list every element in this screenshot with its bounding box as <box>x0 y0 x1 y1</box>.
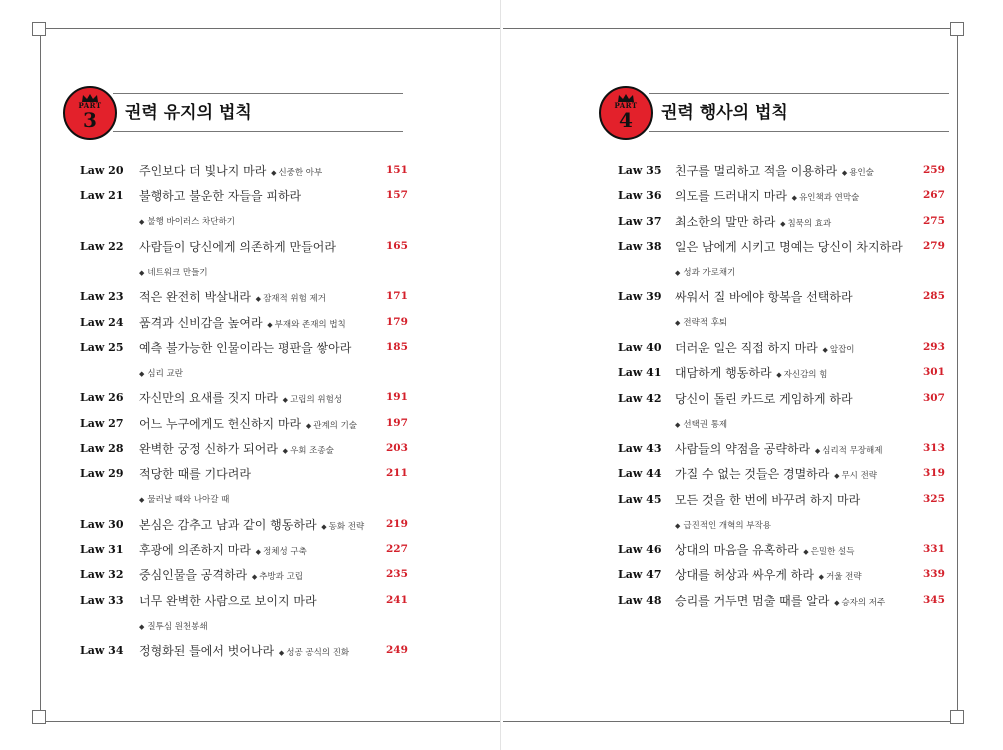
law-title <box>675 491 860 508</box>
diamond-bullet-icon: ◆ <box>834 472 840 481</box>
law-title-text: 후광에 의존하지 마라 <box>139 543 251 558</box>
law-title-text: 일은 남에게 시키고 명예는 당신이 차지하라 <box>675 239 903 254</box>
page-number: 203 <box>386 442 408 454</box>
frame-corner-ornament <box>950 22 964 36</box>
law-subtitle <box>774 370 828 380</box>
law-subtitle-text: 선택권 통제 <box>683 419 728 430</box>
page-number: 157 <box>386 189 408 202</box>
law-subtitle <box>777 219 831 229</box>
diamond-bullet-icon: ◆ <box>803 548 809 557</box>
law-subtitle-text: 거울 전략 <box>826 572 862 583</box>
law-subtitle <box>139 620 208 632</box>
law-subtitle-text: 침묵의 효과 <box>787 218 832 229</box>
frame-corner-ornament <box>32 710 46 724</box>
page-number: 279 <box>923 239 945 252</box>
page-number: 249 <box>386 644 408 657</box>
page-number: 235 <box>386 568 408 581</box>
page-number: 219 <box>386 517 408 530</box>
law-number: Law 47 <box>618 568 662 582</box>
diamond-bullet-icon: ◆ <box>255 548 262 557</box>
law-title-text: 예측 불가능한 인물이라는 평판을 쌓아라 <box>139 340 352 355</box>
law-title-text: 더러운 일은 직접 하지 마라 <box>675 340 818 355</box>
page-number: 165 <box>386 239 408 252</box>
law-subtitle <box>675 519 771 531</box>
diamond-bullet-icon: ◆ <box>834 598 840 607</box>
diamond-bullet-icon: ◆ <box>675 268 681 277</box>
law-title-text: 본심은 감추고 남과 같이 행동하라 <box>139 517 317 532</box>
diamond-bullet-icon: ◆ <box>139 369 145 378</box>
law-title-text: 너무 완벽한 사람으로 보이지 마라 <box>139 593 317 608</box>
law-title-text: 당신이 돌린 카드로 게임하게 하라 <box>675 391 853 406</box>
law-number: Law 48 <box>618 593 662 607</box>
diamond-bullet-icon: ◆ <box>675 319 681 328</box>
law-title-text: 가질 수 없는 것들은 경멸하라 <box>675 467 830 482</box>
law-subtitle <box>801 547 855 557</box>
law-subtitle <box>268 168 322 178</box>
law-subtitle-text: 불행 바이러스 차단하기 <box>147 217 235 228</box>
diamond-bullet-icon: ◆ <box>139 218 145 227</box>
law-title <box>675 592 885 609</box>
diamond-bullet-icon: ◆ <box>255 295 262 304</box>
diamond-bullet-icon: ◆ <box>278 649 285 658</box>
law-number: Law 34 <box>80 644 124 658</box>
diamond-bullet-icon: ◆ <box>251 573 258 582</box>
law-subtitle-text: 추방과 고립 <box>259 572 304 583</box>
law-number: Law 35 <box>618 164 662 177</box>
law-title-text: 적당한 때를 기다려라 <box>139 467 251 482</box>
law-number: Law 20 <box>80 164 124 177</box>
law-title-text: 불행하고 불운한 자들을 피하라 <box>139 189 302 204</box>
law-subtitle-text: 질투심 원천봉쇄 <box>147 621 208 632</box>
law-number: Law 24 <box>80 315 124 329</box>
page-number: 241 <box>386 593 408 606</box>
diamond-bullet-icon: ◆ <box>791 194 798 203</box>
law-number: Law 31 <box>80 543 124 557</box>
law-subtitle <box>675 266 735 278</box>
law-subtitle-text: 잠재적 위험 제거 <box>263 294 326 305</box>
law-number: Law 40 <box>618 340 662 354</box>
page-number: 179 <box>386 315 408 328</box>
law-title <box>139 516 364 533</box>
diamond-bullet-icon: ◆ <box>822 345 828 354</box>
law-subtitle-text: 용인술 <box>849 168 874 178</box>
law-subtitle-text: 자신감의 힘 <box>783 370 828 381</box>
page-number: 339 <box>923 568 945 581</box>
diamond-bullet-icon: ◆ <box>818 573 825 582</box>
law-title <box>139 465 251 482</box>
law-title <box>139 238 336 255</box>
law-title-text: 모든 것을 한 번에 바꾸려 하지 마라 <box>675 492 861 507</box>
law-title-text: 최소한의 말만 하라 <box>675 214 776 229</box>
law-subtitle-text: 우회 조종술 <box>290 446 334 456</box>
part-number: 3 <box>83 108 97 132</box>
page-number: 285 <box>923 290 945 303</box>
page-number: 331 <box>923 543 945 556</box>
page-number: 151 <box>386 164 408 176</box>
law-title-text: 어느 누구에게도 헌신하지 마라 <box>139 416 302 431</box>
diamond-bullet-icon: ◆ <box>282 396 289 405</box>
law-subtitle <box>253 294 326 304</box>
frame-corner-ornament <box>32 22 46 36</box>
page-number: 267 <box>923 189 945 202</box>
diamond-bullet-icon: ◆ <box>305 421 312 430</box>
page-number: 197 <box>386 416 408 429</box>
law-subtitle <box>253 547 307 557</box>
law-subtitle-text: 승자의 저주 <box>841 597 886 608</box>
law-subtitle <box>139 493 229 505</box>
part-title: 권력 행사의 법칙 <box>661 103 788 123</box>
diamond-bullet-icon: ◆ <box>139 268 145 277</box>
law-title <box>139 541 307 558</box>
law-title-text: 완벽한 궁정 신하가 되어라 <box>139 442 278 456</box>
law-subtitle <box>280 395 342 405</box>
law-subtitle-text: 부재와 존재의 법칙 <box>274 319 346 330</box>
law-subtitle-text: 동화 전략 <box>328 521 365 532</box>
law-number: Law 46 <box>618 543 662 557</box>
law-subtitle <box>831 471 877 481</box>
law-subtitle-text: 앞잡이 <box>829 344 855 355</box>
law-subtitle-text: 유인책과 연막술 <box>799 193 860 204</box>
diamond-bullet-icon: ◆ <box>814 447 821 455</box>
law-subtitle <box>789 193 859 203</box>
law-number: Law 22 <box>80 239 124 253</box>
frame-corner-ornament <box>950 710 964 724</box>
law-subtitle <box>265 320 346 330</box>
law-subtitle <box>139 367 183 379</box>
law-subtitle <box>139 215 235 227</box>
part-label: PART <box>78 101 102 110</box>
law-title-text: 품격과 신비감을 높여라 <box>139 315 263 330</box>
part-label: PART <box>614 101 638 110</box>
law-number: Law 37 <box>618 214 662 228</box>
law-title <box>139 592 317 609</box>
page-number: 275 <box>923 214 945 227</box>
law-subtitle <box>816 572 862 582</box>
diamond-bullet-icon: ◆ <box>282 447 289 455</box>
law-title-text: 싸워서 질 바에야 항복을 선택하라 <box>675 290 853 305</box>
law-subtitle-text: 신중한 아부 <box>278 168 323 178</box>
law-number: Law 42 <box>618 391 662 405</box>
page-number: 191 <box>386 391 408 404</box>
part-title: 권력 유지의 법칙 <box>125 103 252 123</box>
law-number: Law 30 <box>80 517 124 531</box>
law-subtitle-text: 고립의 위험성 <box>290 395 343 406</box>
law-subtitle <box>276 648 349 658</box>
law-number: Law 26 <box>80 391 124 405</box>
diamond-bullet-icon: ◆ <box>780 219 786 228</box>
law-title-text: 의도를 드러내지 마라 <box>675 189 787 204</box>
law-number: Law 45 <box>618 492 662 506</box>
law-title <box>675 288 853 305</box>
law-subtitle <box>820 345 855 355</box>
law-number: Law 39 <box>618 290 662 304</box>
law-title <box>139 162 322 179</box>
left-page <box>0 0 500 750</box>
law-number: Law 38 <box>618 239 662 253</box>
law-title-text: 상대의 마음을 유혹하라 <box>675 543 799 558</box>
law-number: Law 36 <box>618 189 662 203</box>
diamond-bullet-icon: ◆ <box>271 169 277 177</box>
part-badge <box>599 86 653 140</box>
law-subtitle-text: 급진적인 개혁의 부작용 <box>683 520 771 531</box>
page-number: 171 <box>386 290 408 303</box>
diamond-bullet-icon: ◆ <box>321 522 327 531</box>
diamond-bullet-icon: ◆ <box>841 169 848 177</box>
law-title <box>139 415 357 432</box>
law-title-text: 사람들의 약점을 공략하라 <box>675 442 811 456</box>
law-subtitle-text: 관계의 기술 <box>313 420 357 431</box>
diamond-bullet-icon: ◆ <box>675 420 681 429</box>
law-title-text: 상대를 허상과 싸우게 하라 <box>675 568 814 583</box>
law-number: Law 29 <box>80 467 124 481</box>
law-subtitle <box>280 446 334 456</box>
law-subtitle-text: 심리적 무장해제 <box>822 446 883 456</box>
page-number: 345 <box>923 593 945 606</box>
law-title <box>139 440 334 457</box>
right-page <box>503 0 1003 750</box>
page-number: 313 <box>923 442 945 454</box>
law-subtitle <box>675 418 727 430</box>
law-number: Law 44 <box>618 467 662 481</box>
diamond-bullet-icon: ◆ <box>776 371 782 380</box>
law-subtitle <box>812 446 882 456</box>
law-title <box>675 566 862 583</box>
page-number: 319 <box>923 467 945 480</box>
law-title <box>139 314 346 331</box>
law-title <box>675 465 877 482</box>
header-rule <box>649 93 949 94</box>
law-title-text: 사람들이 당신에게 의존하게 만들어라 <box>139 239 336 254</box>
law-subtitle <box>303 421 357 431</box>
law-title-text: 승리를 거두면 멈출 때를 알라 <box>675 593 830 608</box>
header-rule <box>113 93 403 94</box>
law-title-text: 자신만의 요새를 짓지 마라 <box>139 391 278 406</box>
law-subtitle <box>831 598 885 608</box>
law-number: Law 21 <box>80 189 124 203</box>
law-title <box>139 642 349 659</box>
law-subtitle-text: 정체성 구축 <box>263 547 307 558</box>
part-badge <box>63 86 117 140</box>
law-subtitle-text: 성과 가로채기 <box>683 267 736 278</box>
page-gutter <box>500 0 501 750</box>
law-title <box>675 162 874 179</box>
law-subtitle-text: 전략적 후퇴 <box>683 318 728 329</box>
law-title-text: 중심인물을 공격하라 <box>139 568 248 583</box>
law-title <box>139 566 303 583</box>
law-title-text: 주인보다 더 빛나지 마라 <box>139 164 267 178</box>
law-title <box>675 187 859 204</box>
page-number: 259 <box>923 164 945 176</box>
diamond-bullet-icon: ◆ <box>675 521 681 530</box>
page-number: 211 <box>386 467 408 480</box>
law-title-text: 대담하게 행동하라 <box>675 366 772 381</box>
law-number: Law 28 <box>80 442 124 455</box>
law-subtitle-text: 심리 교란 <box>147 368 183 379</box>
law-number: Law 41 <box>618 366 662 380</box>
law-title <box>139 288 326 305</box>
law-subtitle <box>319 522 365 532</box>
law-title <box>675 440 882 457</box>
law-subtitle <box>839 168 874 178</box>
law-title <box>675 541 854 558</box>
law-title <box>675 364 827 381</box>
header-rule <box>113 131 403 132</box>
diamond-bullet-icon: ◆ <box>139 622 145 631</box>
law-title <box>139 389 342 406</box>
law-number: Law 33 <box>80 593 124 607</box>
law-title-text: 정형화된 틀에서 벗어나라 <box>139 644 275 659</box>
page-number: 293 <box>923 340 945 353</box>
law-title-text: 친구를 멀리하고 적을 이용하라 <box>675 164 838 178</box>
page-number: 185 <box>386 340 408 353</box>
law-title <box>675 213 831 230</box>
law-title <box>139 187 301 204</box>
page-number: 227 <box>386 543 408 556</box>
law-title-text: 적은 완전히 박살내라 <box>139 290 251 305</box>
law-number: Law 32 <box>80 568 124 582</box>
page-number: 325 <box>923 492 945 505</box>
law-title <box>675 238 903 255</box>
header-rule <box>649 131 949 132</box>
law-number: Law 25 <box>80 340 124 354</box>
law-number: Law 27 <box>80 416 124 430</box>
law-title <box>675 390 853 407</box>
law-subtitle-text: 네트워크 만들기 <box>147 267 208 278</box>
diamond-bullet-icon: ◆ <box>267 320 273 329</box>
part-number: 4 <box>619 108 633 132</box>
diamond-bullet-icon: ◆ <box>139 496 145 505</box>
law-subtitle <box>675 316 727 328</box>
law-subtitle-text: 무시 전략 <box>841 471 878 482</box>
law-subtitle <box>249 572 303 582</box>
law-title <box>139 339 351 356</box>
law-number: Law 23 <box>80 290 124 304</box>
law-subtitle <box>139 266 208 278</box>
law-subtitle-text: 성공 공식의 진화 <box>286 648 350 659</box>
page-number: 301 <box>923 366 945 379</box>
law-number: Law 43 <box>618 442 662 455</box>
law-title <box>675 339 855 356</box>
page-number: 307 <box>923 391 945 404</box>
law-subtitle-text: 물러날 때와 나아갈 때 <box>147 495 230 506</box>
law-subtitle-text: 은밀한 설득 <box>810 547 855 558</box>
